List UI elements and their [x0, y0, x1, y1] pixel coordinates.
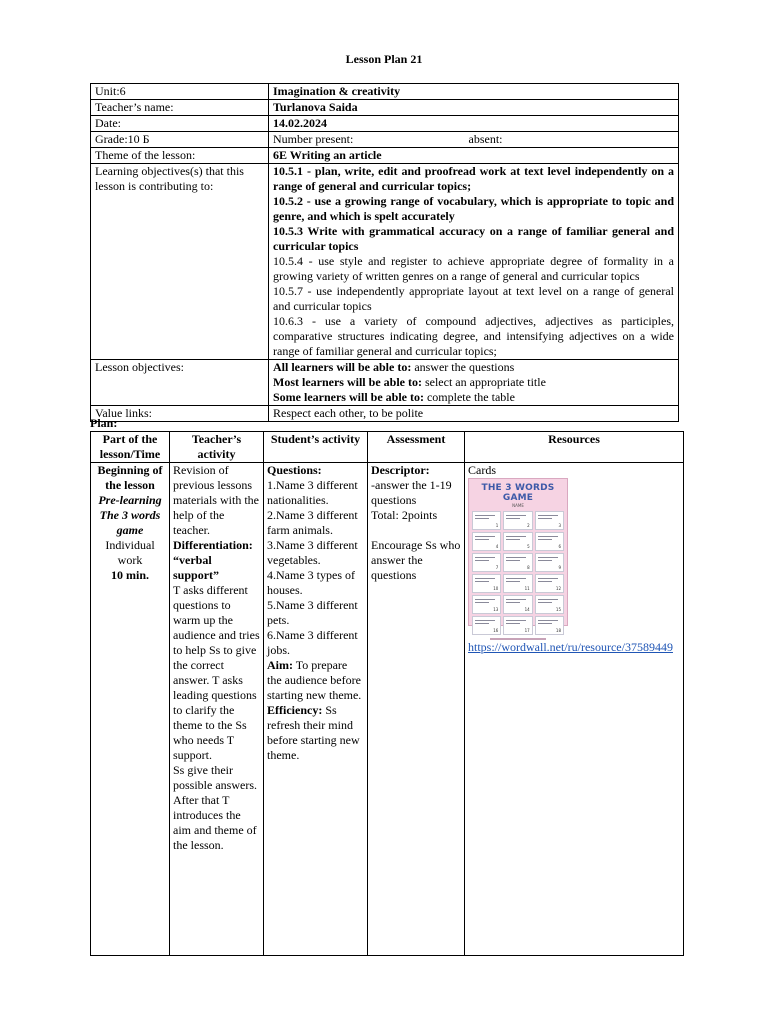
wordwall-link[interactable]: https://wordwall.net/ru/resource/37589449	[468, 640, 673, 654]
objective-item: 10.5.3 Write with grammatical accuracy on a range of familiar general and curricular topics	[273, 224, 674, 253]
stage-beginning: Beginning of the lesson	[97, 463, 163, 492]
game-card: 7	[472, 553, 501, 572]
plan-table	[90, 431, 684, 956]
game-card: 1	[472, 511, 501, 530]
differentiation	[173, 538, 260, 583]
question-item: 3.Name 3 different vegetables.	[267, 538, 358, 567]
game-card: 2	[503, 511, 532, 530]
game-card-grid	[472, 511, 564, 635]
stage-mode: Individual work	[105, 538, 155, 567]
objective-item: 10.6.3 - use a variety of compound adjectives, adjectives as participles, comparative structures indicating degree, and intensifying adjectives on a wide range of familiar general and curricular topics;	[273, 314, 674, 358]
theme-value: 6E Writing an article	[269, 148, 679, 164]
three-words-game-image	[468, 478, 568, 633]
cards-label: Cards	[468, 463, 496, 477]
objective-item: 10.5.2 - use a growing range of vocabulary, which is appropriate to topic and genre, and which is spelt accurately	[273, 194, 674, 223]
resources-cell	[465, 463, 684, 956]
teacher-label: Teacher’s name:	[91, 100, 269, 116]
efficiency	[267, 703, 364, 763]
header-teacher: Teacher’s activity	[170, 432, 264, 463]
header-resources: Resources	[465, 432, 684, 463]
page-title: Lesson Plan 21	[345, 52, 423, 66]
lesson-objectives-row	[91, 360, 679, 406]
teacher-row	[91, 100, 679, 116]
total-points: Total: 2points	[371, 508, 438, 522]
game-card: 8	[503, 553, 532, 572]
descriptor-label: Descriptor:	[371, 463, 430, 477]
game-card: 3	[535, 511, 564, 530]
game-card: 12	[535, 574, 564, 593]
game-image-title: THE 3 WORDS GAME	[481, 483, 555, 503]
lesson-objectives-label: Lesson objectives:	[91, 360, 269, 406]
value-links-label: Value links:	[91, 406, 269, 422]
attendance-cell	[269, 132, 679, 148]
teacher-activity-cell	[170, 463, 264, 956]
grade-row	[91, 132, 679, 148]
game-card: 11	[503, 574, 532, 593]
game-card: 17	[503, 616, 532, 635]
objectives-label: Learning objectives(s) that this lesson is contributing to:	[91, 164, 269, 360]
plan-header-row	[91, 432, 684, 463]
objectives-list	[269, 164, 679, 360]
game-card: 5	[503, 532, 532, 551]
value-links-row	[91, 406, 679, 422]
question-item: 6.Name 3 different jobs.	[267, 628, 358, 657]
unit-row	[91, 84, 679, 100]
objective-some	[273, 390, 674, 405]
absent-label: absent:	[468, 132, 503, 146]
game-card: 18	[535, 616, 564, 635]
stage-cell	[91, 463, 170, 956]
teacher-revision: Revision of previous lessons materials with the help of the teacher.	[173, 463, 259, 537]
objective-some-text: complete the table	[423, 390, 515, 404]
stage-pre: Pre-learning	[98, 493, 162, 507]
header-assessment: Assessment	[368, 432, 465, 463]
game-card: 4	[472, 532, 501, 551]
plan-label: Plan:	[90, 416, 118, 430]
objective-item: 10.5.7 - use independently appropriate layout at text level on a range of general and curricular topics	[273, 284, 674, 313]
objective-item: 10.5.1 - plan, write, edit and proofread work at text level independently on a range of general and curricular topics;	[273, 164, 674, 193]
aim	[267, 658, 364, 703]
game-card: 13	[472, 595, 501, 614]
game-card: 16	[472, 616, 501, 635]
question-item: 2.Name 3 different farm animals.	[267, 508, 358, 537]
question-item: 4.Name 3 types of houses.	[267, 568, 355, 597]
theme-row	[91, 148, 679, 164]
question-item: 1.Name 3 different nationalities.	[267, 478, 358, 507]
question-item: 5.Name 3 different pets.	[267, 598, 358, 627]
objective-all	[273, 360, 674, 375]
header-student: Student’s activity	[264, 432, 368, 463]
objective-most	[273, 375, 674, 390]
date-label: Date:	[91, 116, 269, 132]
date-row	[91, 116, 679, 132]
efficiency-label: Efficiency:	[267, 703, 323, 717]
unit-value: Imagination & creativity	[269, 84, 679, 100]
date-value: 14.02.2024	[269, 116, 679, 132]
objective-all-prefix: All learners will be able to:	[273, 360, 412, 374]
differentiation-value: “verbal support”	[173, 553, 220, 582]
teacher-value: Turlanova Saida	[269, 100, 679, 116]
theme-label: Theme of the lesson:	[91, 148, 269, 164]
descriptor-text: -answer the 1-19 questions	[371, 478, 452, 507]
stage-time: 10 min.	[110, 568, 149, 582]
lesson-info-table	[90, 83, 679, 422]
game-image-subtitle: NAME	[512, 503, 524, 508]
differentiation-label: Differentiation:	[173, 538, 253, 552]
value-links-text: Respect each other, to be polite	[269, 406, 679, 422]
objective-most-text: select an appropriate title	[421, 375, 546, 389]
grade-label: Grade:10 Б	[91, 132, 269, 148]
efficiency-text: Ss refresh their mind before starting new theme.	[267, 703, 360, 762]
objective-all-text: answer the questions	[411, 360, 515, 374]
game-card: 9	[535, 553, 564, 572]
teacher-questions: T asks different questions to warm up the audience and tries to help Ss to give the correct answer. T asks leading questions to clarify the theme to the Ss who needs T support.	[173, 583, 260, 762]
questions-label: Questions:	[267, 463, 322, 477]
objectives-row	[91, 164, 679, 360]
unit-label: Unit:6	[91, 84, 269, 100]
student-activity-cell	[264, 463, 368, 956]
objective-some-prefix: Some learners will be able to:	[273, 390, 424, 404]
stage-game: The 3 words game	[99, 508, 161, 537]
aim-label: Aim:	[267, 658, 293, 672]
game-card: 14	[503, 595, 532, 614]
plan-row	[91, 463, 684, 956]
lesson-objectives-list	[269, 360, 679, 406]
objective-item: 10.5.4 - use style and register to achieve appropriate degree of formality in a growing variety of written genres on a range of general and curricular topics	[273, 254, 674, 283]
game-card: 10	[472, 574, 501, 593]
game-card: 15	[535, 595, 564, 614]
aim-text: To prepare the audience before starting new theme.	[267, 658, 362, 702]
teacher-introduction: Ss give their possible answers. After that T introduces the aim and theme of the lesson.	[173, 763, 257, 852]
number-present-label: Number present:	[273, 132, 354, 146]
header-part: Part of the lesson/Time	[91, 432, 170, 463]
encourage-text: Encourage Ss who answer the questions	[371, 538, 461, 582]
objective-most-prefix: Most learners will be able to:	[273, 375, 422, 389]
game-card: 6	[535, 532, 564, 551]
assessment-cell	[368, 463, 465, 956]
